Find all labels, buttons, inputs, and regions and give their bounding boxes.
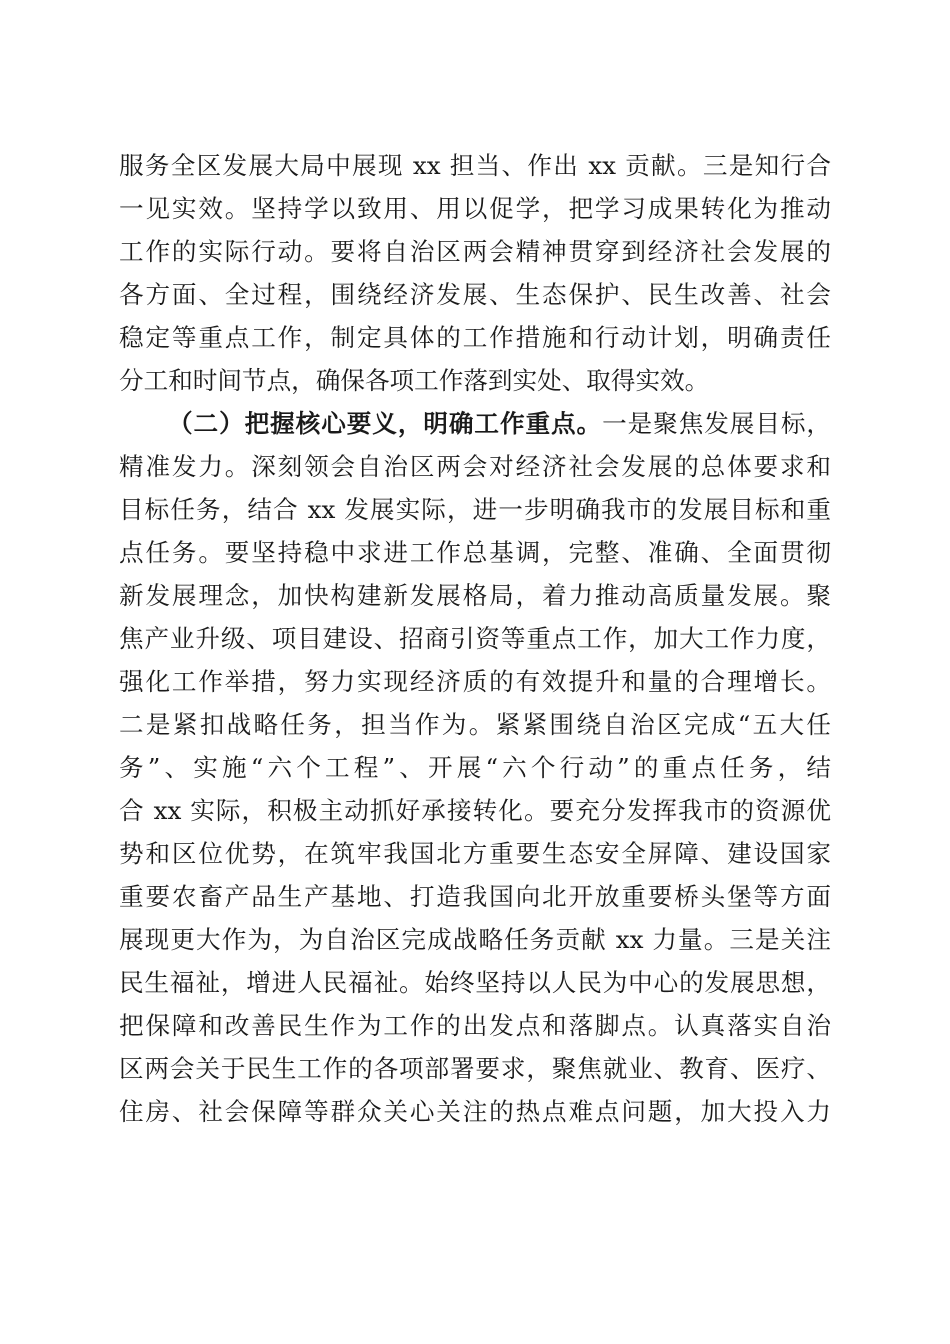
text-line: 重要农畜产品生产基地、打造我国向北开放重要桥头堡等方面: [119, 882, 831, 911]
section-heading-line: [119, 402, 831, 445]
text-line: 精准发力。深刻领会自治区两会对经济社会发展的总体要求和: [119, 452, 831, 481]
text-line: 区两会关于民生工作的各项部署要求，聚焦就业、教育、医疗、: [119, 1054, 831, 1083]
text-line: 工作的实际行动。要将自治区两会精神贯穿到经济社会发展的: [119, 237, 831, 266]
text-segment: 一是聚焦发展目标，: [602, 409, 831, 438]
text-line: 一见实效。坚持学以致用、用以促学，把学习成果转化为推动: [119, 194, 831, 223]
text-line: 把保障和改善民生作为工作的出发点和落脚点。认真落实自治: [119, 1011, 831, 1040]
text-line: 务”、实施“六个工程”、开展“六个行动”的重点任务，结: [119, 753, 831, 782]
section-heading: （二）把握核心要义，明确工作重点。: [168, 409, 603, 438]
text-line: 稳定等重点工作，制定具体的工作措施和行动计划，明确责任: [119, 323, 831, 352]
text-line: 点任务。要坚持稳中求进工作总基调，完整、准确、全面贯彻: [119, 538, 831, 567]
text-line: 势和区位优势，在筑牢我国北方重要生态安全屏障、建设国家: [119, 839, 831, 868]
text-line: 合 xx 实际，积极主动抓好承接转化。要充分发挥我市的资源优: [119, 796, 831, 825]
document-body: [119, 144, 831, 1133]
text-line: 服务全区发展大局中展现 xx 担当、作出 xx 贡献。三是知行合: [119, 151, 831, 180]
text-line: 二是紧扣战略任务，担当作为。紧紧围绕自治区完成“五大任: [119, 710, 831, 739]
text-line: 焦产业升级、项目建设、招商引资等重点工作，加大工作力度，: [119, 624, 831, 653]
text-line: 分工和时间节点，确保各项工作落到实处、取得实效。: [119, 366, 710, 395]
text-line: 住房、社会保障等群众关心关注的热点难点问题，加大投入力: [119, 1097, 831, 1126]
text-line: 各方面、全过程，围绕经济发展、生态保护、民生改善、社会: [119, 280, 831, 309]
text-line: 强化工作举措，努力实现经济质的有效提升和量的合理增长。: [119, 667, 831, 696]
text-line: 展现更大作为，为自治区完成战略任务贡献 xx 力量。三是关注: [119, 925, 831, 954]
text-line: 目标任务，结合 xx 发展实际，进一步明确我市的发展目标和重: [119, 495, 831, 524]
text-line: 新发展理念，加快构建新发展格局，着力推动高质量发展。聚: [119, 581, 831, 610]
text-line: 民生福祉，增进人民福祉。始终坚持以人民为中心的发展思想，: [119, 968, 831, 997]
